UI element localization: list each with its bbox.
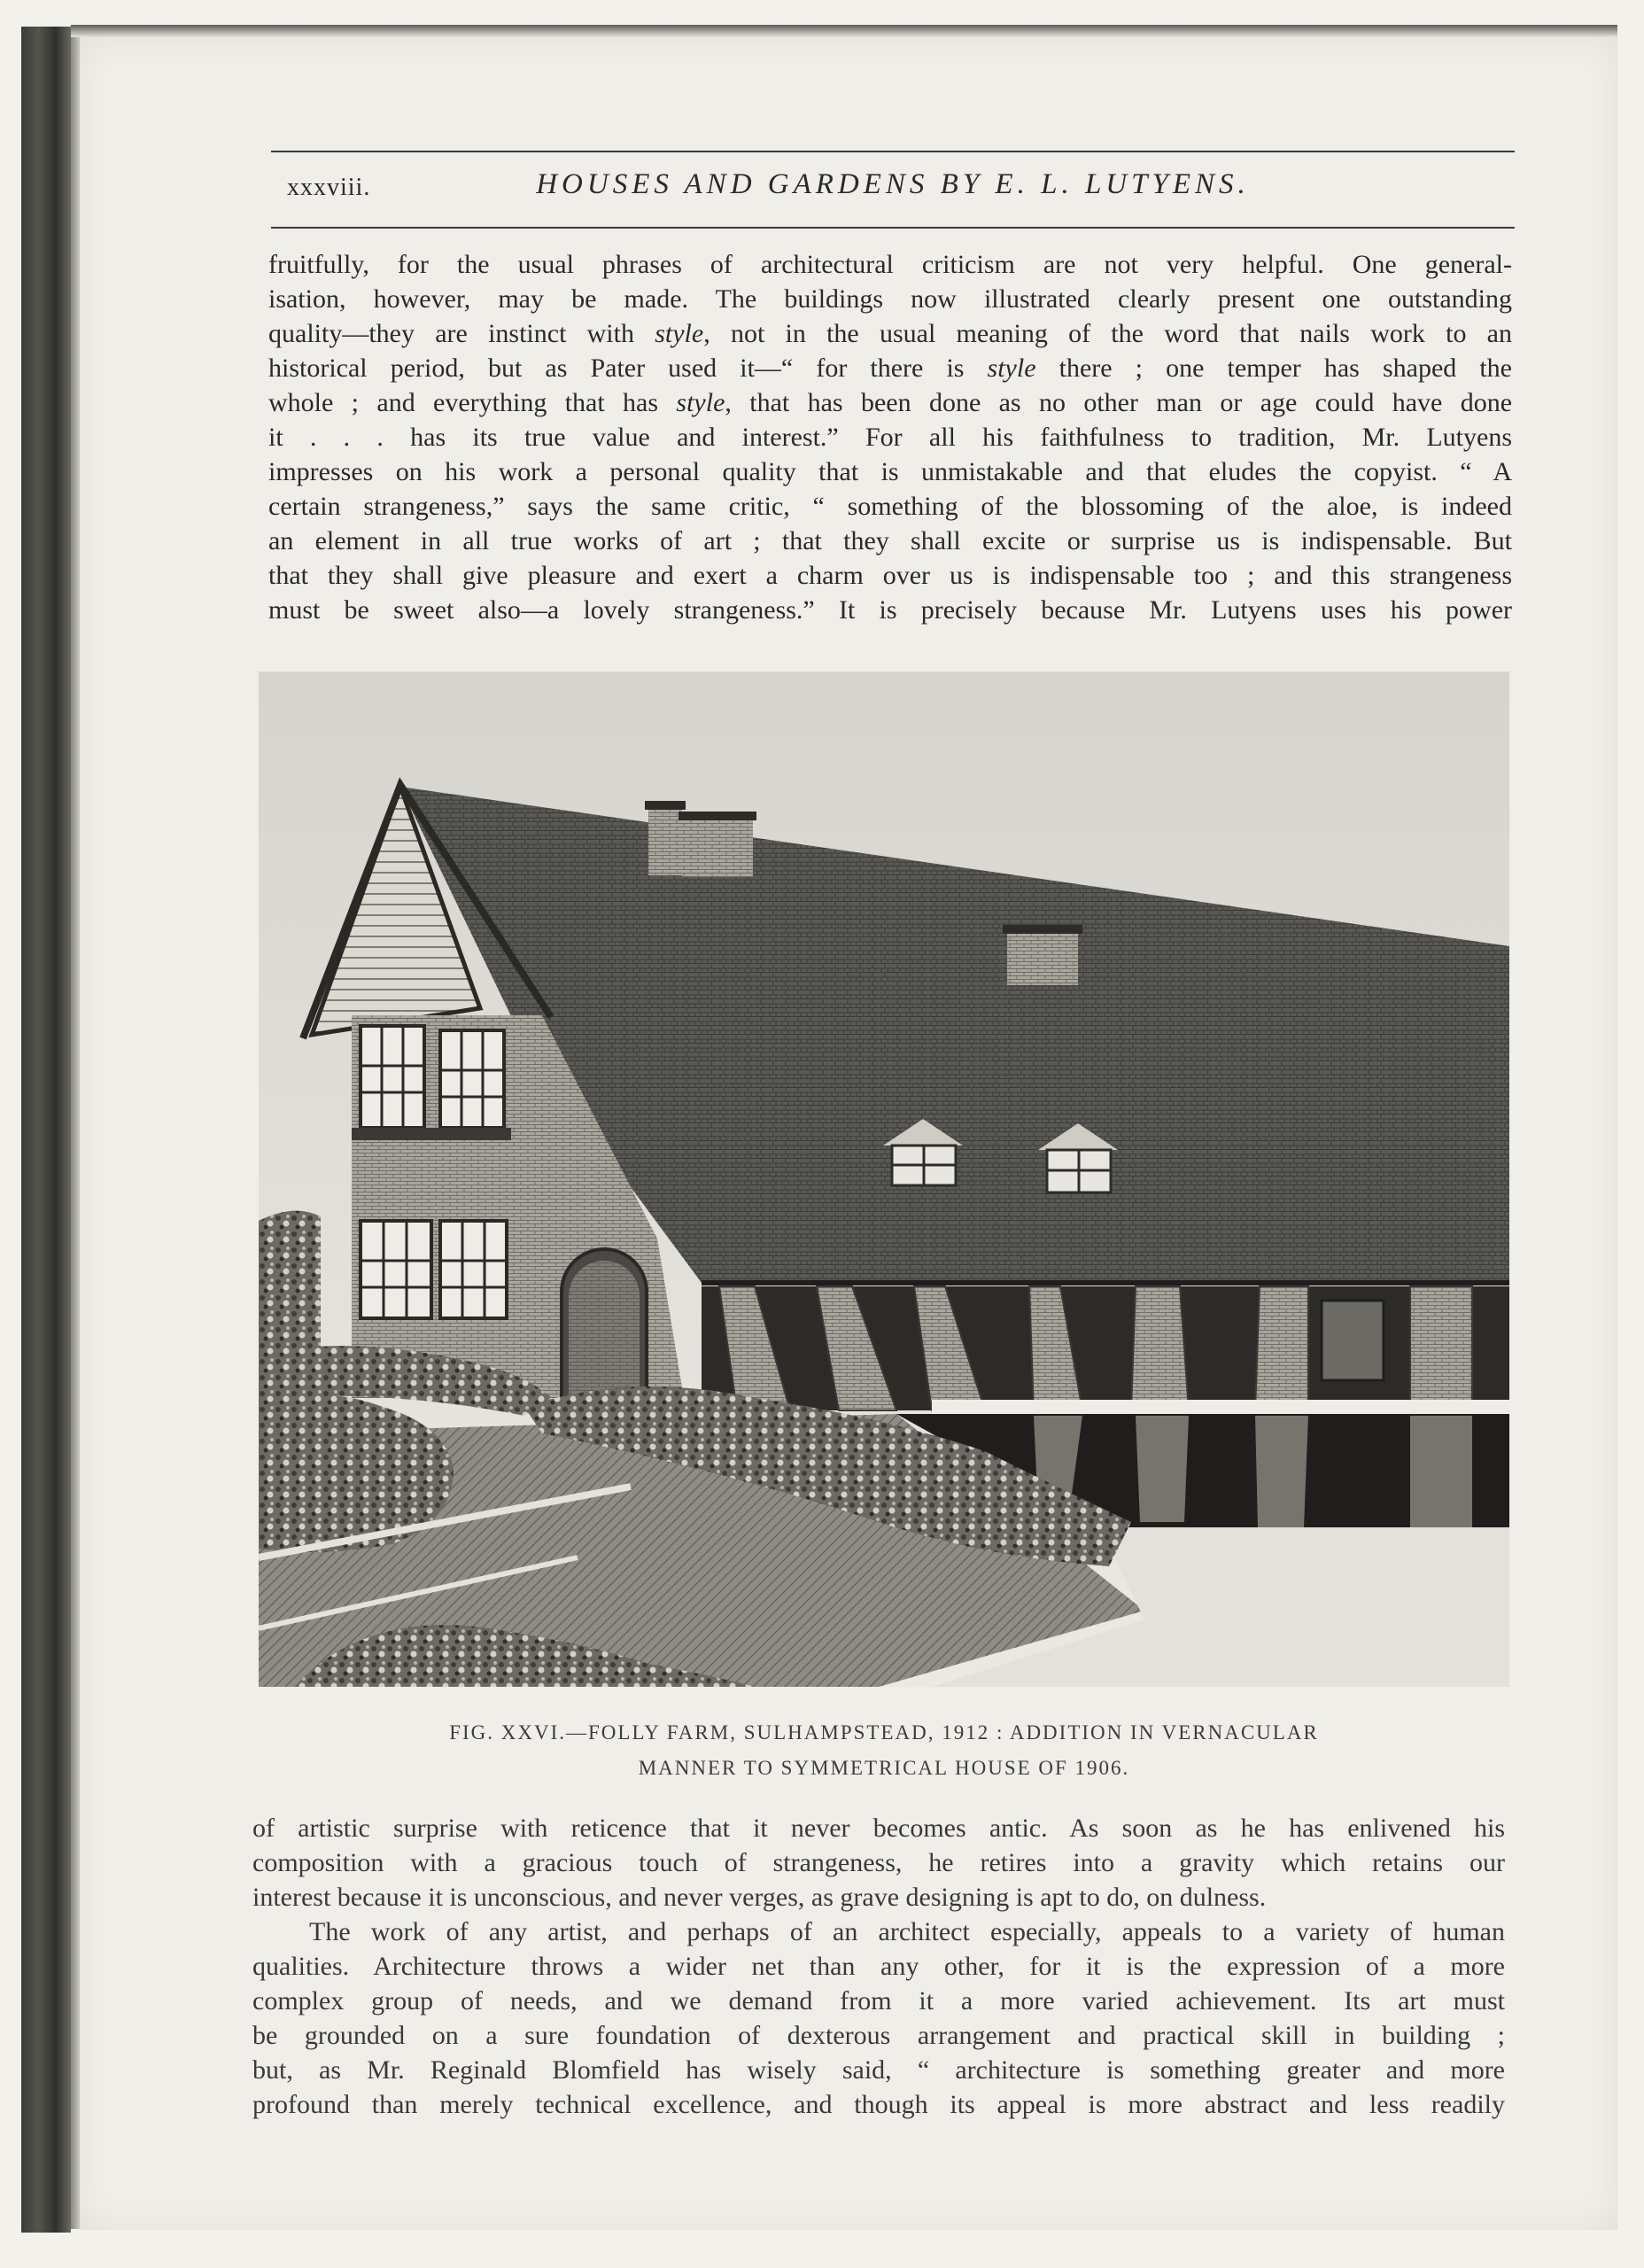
text-line: that they shall give pleasure and exert a charm over us is indispensable too ; and this strangeness [268, 561, 1512, 590]
text-line: quality—they are instinct with style, not in the usual meaning of the word that nails work to an [268, 319, 1512, 348]
caption-line: FIG. XXVI.—FOLLY FARM, SULHAMPSTEAD, 1912 : ADDITION IN VERNACULAR [449, 1721, 1319, 1744]
header-rule-top [271, 151, 1515, 152]
running-header [271, 168, 1515, 211]
text-line: interest because it is unconscious, and never verges, as grave designing is apt to do, on dulness. [252, 1883, 1267, 1912]
book-spine [21, 27, 71, 2233]
text-line: certain strangeness,” says the same critic, “ something of the blossoming of the aloe, is indeed [268, 492, 1512, 521]
page-edge [71, 32, 80, 2229]
text-line: it . . . has its true value and interest.” For all his faithfulness to tradition, Mr. Lutyens [268, 423, 1512, 452]
text-line: whole ; and everything that has style, that has been done as no other man or age could have done [268, 388, 1513, 417]
text-line: complex group of needs, and we demand from it a more varied achievement. Its art must [252, 1986, 1505, 2016]
paragraph-1 [268, 247, 1512, 627]
text-line: but, as Mr. Reginald Blomfield has wisely said, “ architecture is something greater and more [252, 2055, 1505, 2085]
photo-illustration [259, 672, 1509, 1687]
text-line: isation, however, may be made. The buildings now illustrated clearly present one outstanding [268, 284, 1512, 314]
text-line: fruitfully, for the usual phrases of architectural criticism are not very helpful. One general- [268, 250, 1512, 279]
text-line: must be sweet also—a lovely strangeness.” It is precisely because Mr. Lutyens uses his power [268, 595, 1512, 625]
text-line: qualities. Architecture throws a wider net than any other, for it is the expression of a more [252, 1952, 1505, 1981]
text-line: profound than merely technical excellence, and though its appeal is more abstract and less readily [252, 2090, 1505, 2119]
folly-farm-photograph [259, 672, 1509, 1687]
chimney [1007, 930, 1078, 985]
chimney [648, 804, 682, 875]
text-line: an element in all true works of art ; that they shall excite or surprise us is indispensable. But [268, 526, 1512, 555]
caption-line: MANNER TO SYMMETRICAL HOUSE OF 1906. [638, 1757, 1130, 1779]
text-line: The work of any artist, and perhaps of an architect especially, appeals to a variety of human [309, 1917, 1505, 1946]
paragraph-2 [252, 1811, 1505, 2122]
text-line: composition with a gracious touch of strangeness, he retires into a gravity which retains our [252, 1848, 1505, 1877]
page-number: xxxviii. [287, 174, 371, 201]
figure-caption [259, 1715, 1509, 1786]
top-edge-shadow [71, 25, 1617, 37]
text-line: impresses on his work a personal quality that is unmistakable and that eludes the copyist. “ A [268, 457, 1512, 486]
header-rule-bottom [271, 227, 1515, 229]
text-line: of artistic surprise with reticence that it never becomes antic. As soon as he has enlivened his [252, 1814, 1505, 1843]
chimney [682, 815, 753, 877]
text-line: historical period, but as Pater used it—“ for there is style there ; one temper has shaped the [268, 353, 1512, 383]
pool-coping [932, 1400, 1509, 1414]
running-title: HOUSES AND GARDENS BY E. L. LUTYENS. [536, 168, 1250, 200]
text-line: be grounded on a sure foundation of dexterous arrangement and practical skill in building ; [252, 2021, 1505, 2050]
